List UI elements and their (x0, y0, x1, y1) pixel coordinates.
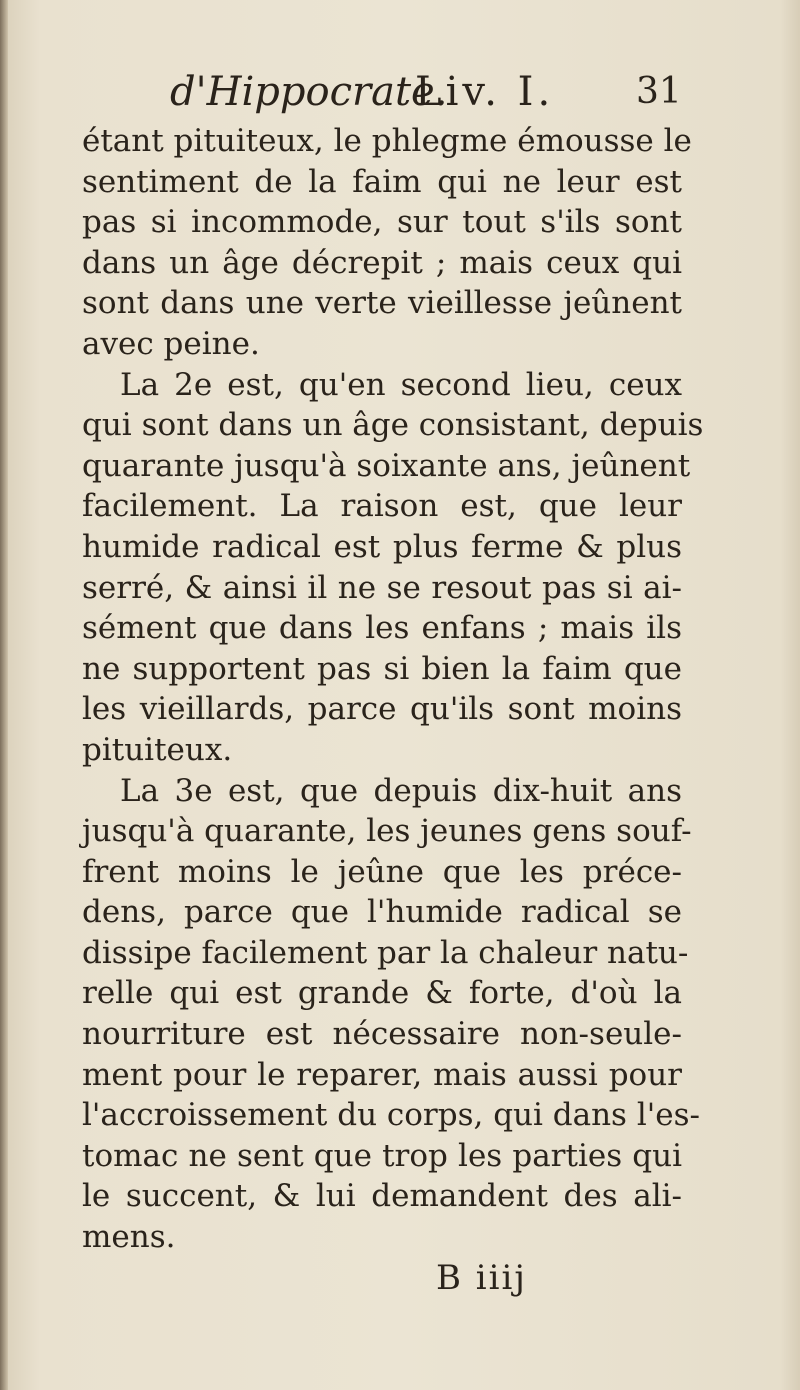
text-line: le succent, & lui demandent des ali- (82, 1178, 682, 1215)
book-label: Liv. I. (415, 69, 555, 115)
text-line: humide radical est plus ferme & plus (82, 528, 682, 565)
text-line: ne supportent pas si bien la faim que (82, 650, 682, 687)
text-line: pas si incommode, sur tout s'ils sont (82, 204, 682, 241)
text-line: les vieillards, parce qu'ils sont moins (82, 691, 682, 728)
text-line: dans un âge décrepit ; mais ceux qui (82, 244, 682, 281)
text-line: frent moins le jeûne que les préce- (82, 853, 682, 890)
text-line: mens. (82, 1219, 176, 1256)
body-text (82, 121, 704, 1258)
text-line: sément que dans les enfans ; mais ils (82, 610, 682, 647)
text-line: nourriture est nécessaire non-seule- (82, 1016, 682, 1053)
text-line: facilement. La raison est, que leur (82, 488, 682, 525)
running-header (170, 62, 690, 122)
text-line: l'accroissement du corps, qui dans l'es- (82, 1097, 700, 1134)
text-line: ment pour le reparer, mais aussi pour (82, 1056, 682, 1093)
text-line: jusqu'à quarante, les jeunes gens souf- (82, 813, 692, 850)
text-line: étant pituiteux, le phlegme émousse le (82, 123, 692, 159)
text-line: serré, & ainsi il ne se resout pas si ai- (82, 569, 682, 606)
text-line: sentiment de la faim qui ne leur est (82, 163, 682, 200)
text-line: pituiteux. (82, 731, 233, 768)
page-number: 31 (636, 71, 682, 112)
text-line: dens, parce que l'humide radical se (82, 894, 682, 931)
text-line: La 3e est, que depuis dix-huit ans (120, 772, 682, 809)
text-line: avec peine. (82, 325, 260, 362)
text-line: tomac ne sent que trop les parties qui (82, 1137, 682, 1174)
running-title: d'Hippocrate. (170, 69, 448, 115)
signature-mark: B iiij (436, 1258, 527, 1298)
page-spine-shadow (0, 0, 8, 1390)
text-line: La 2e est, qu'en second lieu, ceux (120, 366, 682, 403)
text-line: dissipe facilement par la chaleur natu- (82, 934, 689, 971)
text-line: qui sont dans un âge consistant, depuis (82, 407, 704, 444)
text-line: quarante jusqu'à soixante ans, jeûnent (82, 447, 691, 484)
text-line: sont dans une verte vieillesse jeûnent (82, 285, 682, 322)
text-line: relle qui est grande & forte, d'où la (82, 975, 682, 1012)
